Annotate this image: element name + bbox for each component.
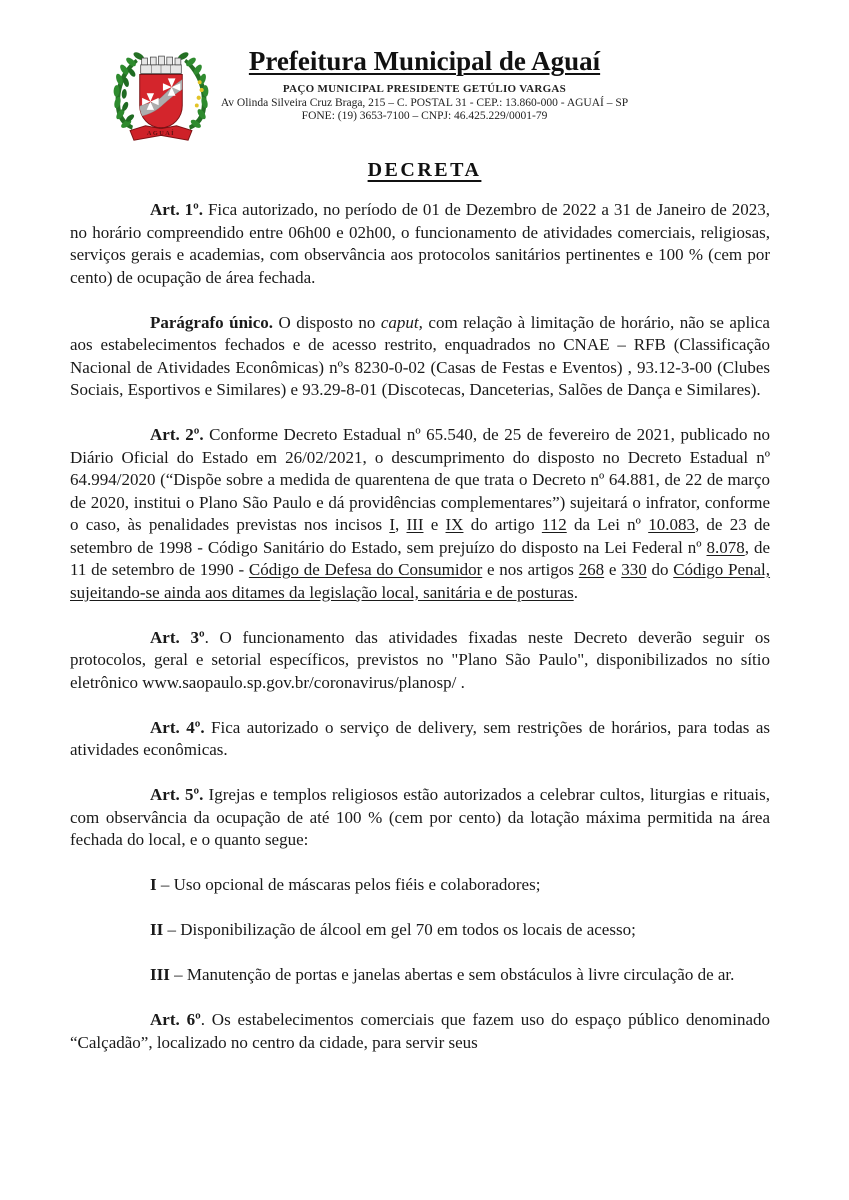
art-2-run-11: , de 23 de setembro de 1998 - Código Sanitário do Estado, sem prejuízo do disposto na Lei Federal nº xyxy=(70,515,771,557)
art-2-run-7: do artigo xyxy=(463,515,542,535)
art-1-run-1: Fica autorizado, no período de 01 de Dezembro de 2022 a 31 de Janeiro de 2023, no horário compreendido entre 06h00 e 02h00, o funcionamento de atividades comerciais, religiosas, serviços gerais e academias, com observância aos protocolos sanitários pertinentes e 100 % (cem por cento) de ocupação de área fechada. xyxy=(70,200,770,287)
paragrafo-unico-run-2: caput, xyxy=(380,312,423,332)
paragraph-inciso-2 xyxy=(70,919,770,942)
art-6-run-0: Art. 6º xyxy=(150,1010,201,1030)
paragraph-art-4 xyxy=(70,717,770,762)
art-2-run-9: da Lei nº xyxy=(566,515,649,535)
art-4-run-1: Fica autorizado o serviço de delivery, sem restrições de horários, para todas as atividades econômicas. xyxy=(70,717,770,760)
art-2-run-0: Art. 2º. xyxy=(150,425,204,445)
aguai-coat-of-arms-icon xyxy=(102,30,220,148)
paragraph-paragrafo-unico xyxy=(70,312,770,402)
inciso-1-run-0: I xyxy=(150,875,157,895)
art-2-run-13: , de 11 de setembro de 1990 - xyxy=(70,537,771,580)
art-2-run-21: . xyxy=(573,582,578,602)
decreta-heading: DECRETA xyxy=(367,159,482,182)
art-2-run-20: Código Penal, sujeitando-se ainda aos ditames da legislação local, sanitária e de posturas xyxy=(70,560,771,602)
palace-name-line: PAÇO MUNICIPAL PRESIDENTE GETÚLIO VARGAS xyxy=(282,83,567,96)
art-3-run-0: Art. 3º xyxy=(150,627,205,647)
art-2-run-2: I xyxy=(389,515,395,535)
art-2-run-15: e nos artigos xyxy=(482,560,579,580)
art-2-run-5: e xyxy=(423,515,446,535)
art-5-run-1: Igrejas e templos religiosos estão autorizados a celebrar cultos, liturgias e rituais, com observância da ocupação de até 100 % (cem por cento) da lotação máxima permitida na área fechada do local, e o quanto segue: xyxy=(70,785,770,850)
art-1-run-0: Art. 1º. xyxy=(150,200,204,220)
coat-of-arms-svg xyxy=(102,30,220,148)
art-2-run-18: 330 xyxy=(621,560,647,580)
art-2-run-16: 268 xyxy=(578,560,605,580)
inciso-2-run-0: II xyxy=(150,920,164,940)
art-2-run-4: III xyxy=(406,515,424,535)
shield xyxy=(138,74,184,127)
inciso-3-run-1: – Manutenção de portas e janelas abertas e sem obstáculos à livre circulação de ar. xyxy=(169,965,735,985)
art-2-run-19: do xyxy=(646,560,674,580)
ribbon-text: AGUAÍ xyxy=(146,129,176,137)
paragraph-art-1 xyxy=(70,199,770,289)
phone-cnpj-line: FONE: (19) 3653-7100 – CNPJ: 46.425.229/0001-79 xyxy=(301,110,548,123)
inciso-2-run-1: – Disponibilização de álcool em gel 70 em todos os locais de acesso; xyxy=(163,920,636,940)
inciso-1-run-1: – Uso opcional de máscaras pelos fiéis e colaboradores; xyxy=(156,875,541,895)
letterhead xyxy=(0,0,849,137)
paragrafo-unico-run-1: O disposto no xyxy=(273,312,381,332)
art-2-run-6: IX xyxy=(445,515,464,535)
paragrafo-unico-run-3: com relação à limitação de horário, não se aplica aos estabelecimentos fechados e de acesso restrito, enquadrados no CNAE – RFB (Classificação Nacional de Atividades Econômicas) nºs 8230-0-02 (Casas de Festas e Eventos) , 93.12-3-00 (Clubes Sociais, Esportivos e Similares) e 93.29-8-01 (Discotecas, Danceterias, Salões de Dança e Similares). xyxy=(70,312,770,400)
paragraph-inciso-3 xyxy=(70,964,770,987)
decree-body xyxy=(70,199,770,1054)
inciso-3-run-0: III xyxy=(150,965,170,985)
art-2-run-14: Código de Defesa do Consumidor xyxy=(248,560,483,580)
municipality-title: Prefeitura Municipal de Aguaí xyxy=(248,46,601,76)
mural-crown xyxy=(141,56,182,73)
paragrafo-unico-run-0: Parágrafo único. xyxy=(150,312,274,332)
paragraph-art-2 xyxy=(70,424,770,604)
art-4-run-0: Art. 4º. xyxy=(150,717,205,737)
art-3-run-1: . O funcionamento das atividades fixadas neste Decreto deverão seguir os protocolos, geral e setorial específicos, previstos no "Plano São Paulo", disponibilizados no sítio eletrônico www.saopaulo.sp.gov.br/coronavirus/planosp/ . xyxy=(70,627,770,692)
paragraph-inciso-1 xyxy=(70,874,770,897)
paragraph-art-5 xyxy=(70,784,770,852)
art-6-run-1: . Os estabelecimentos comerciais que fazem uso do espaço público denominado “Calçadão”, localizado no centro da cidade, para servir seus xyxy=(70,1010,770,1052)
paragraph-art-3 xyxy=(70,627,770,695)
art-2-run-17: e xyxy=(604,560,622,580)
art-2-run-3: , xyxy=(395,515,407,535)
art-2-run-8: 112 xyxy=(541,515,567,535)
address-line: Av Olinda Silveira Cruz Braga, 215 – C. POSTAL 31 - CEP.: 13.860-000 - AGUAÍ – SP xyxy=(220,97,629,110)
art-2-run-12: 8.078 xyxy=(706,537,745,557)
art-5-run-0: Art. 5º. xyxy=(150,785,204,805)
art-2-run-1: Conforme Decreto Estadual nº 65.540, de 25 de fevereiro de 2021, publicado no Diário Oficial do Estado em 26/02/2021, o descumprimento do disposto no Decreto Estadual nº 64.994/2020 (“Dispõe sobre a medida de quarentena de que trata o Decreto nº 64.881, de 22 de março de 2020, institui o Plano São Paulo e dá providências complementares”) sujeitará o infrator, conforme o caso, às penalidades previstas nos incisos xyxy=(70,425,770,535)
art-2-run-10: 10.083 xyxy=(648,515,695,535)
paragraph-art-6 xyxy=(70,1009,770,1054)
